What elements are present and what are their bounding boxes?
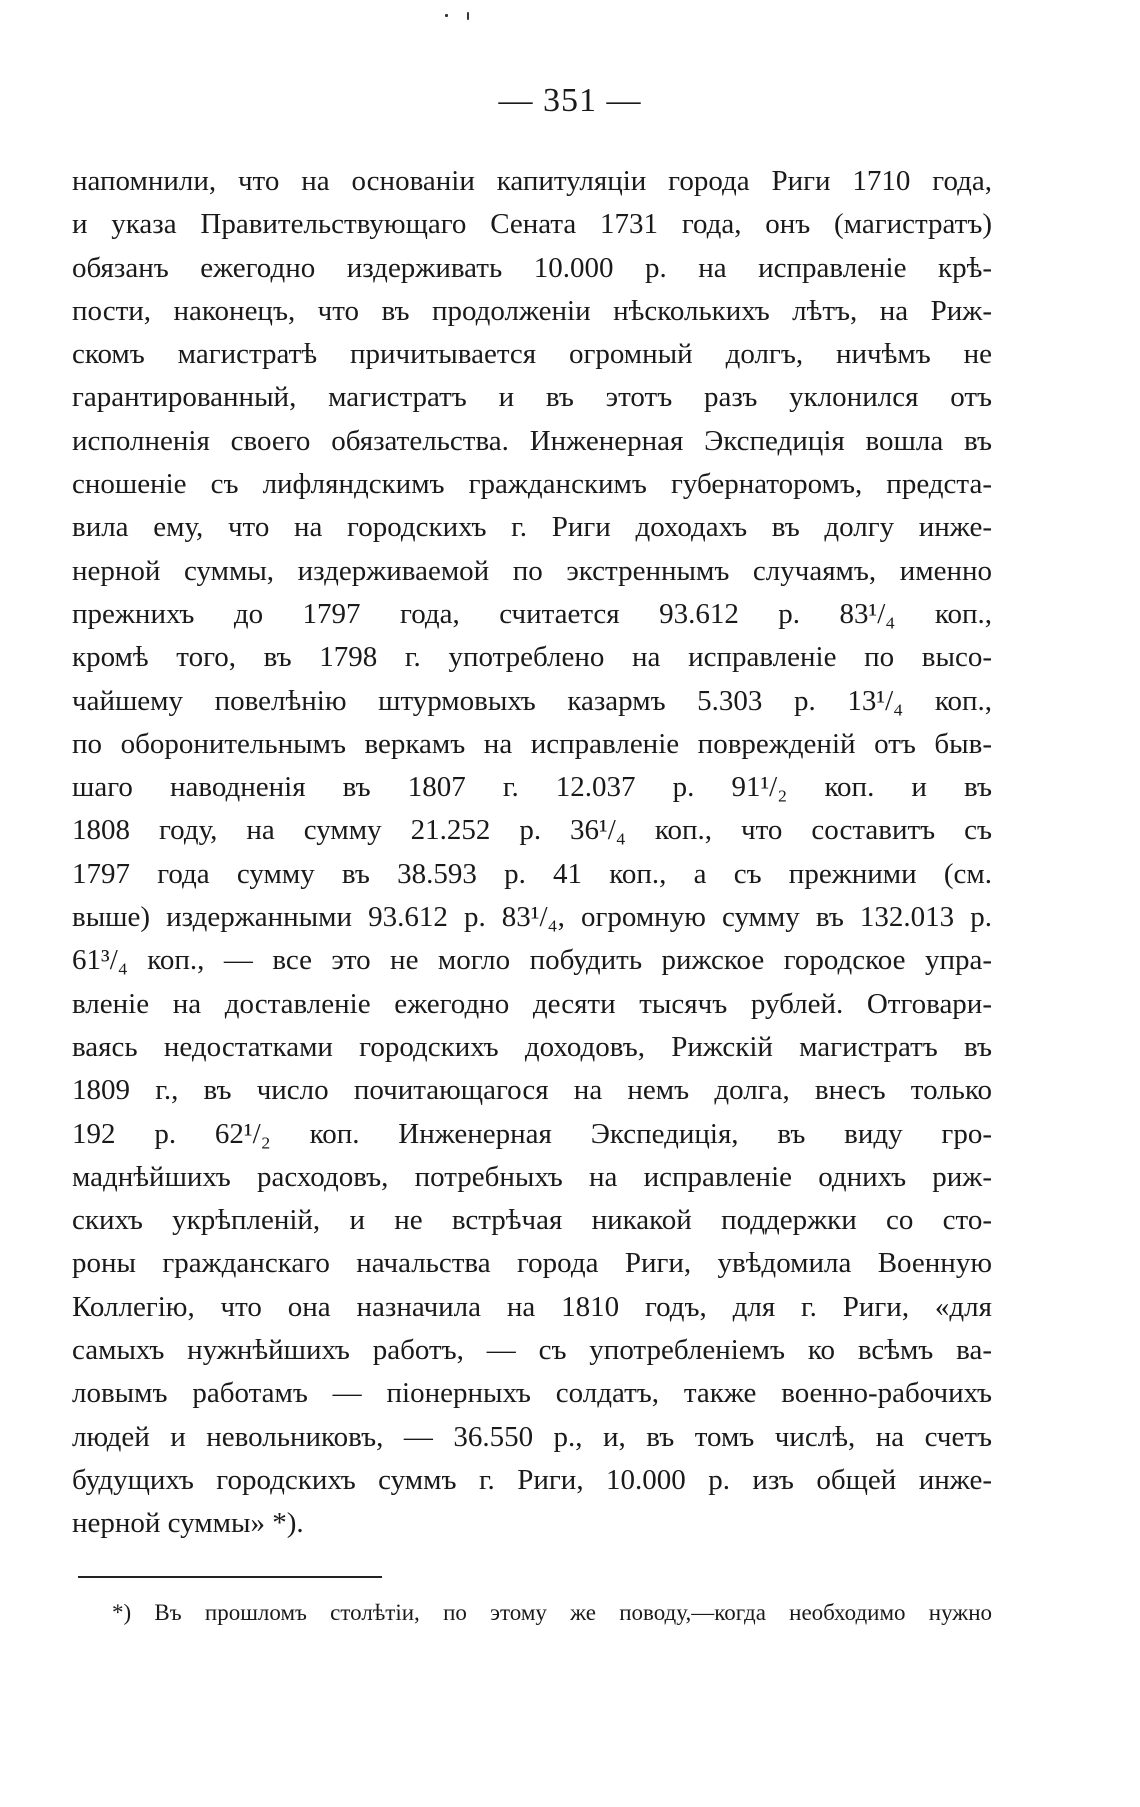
text-line: кромѣ того, въ 1798 г. употреблено на исправленiе по высо- [72,641,992,674]
text-line: по оборонительнымъ веркамъ на исправленiе поврежденiй отъ быв- [72,727,992,760]
footnote-rule [78,1576,382,1578]
text-line: нерной суммы, издерживаемой по экстреннымъ случаямъ, именно [72,554,992,587]
text-line: выше) издержанными 93.612 р. 83¹/₄, огромную сумму въ 132.013 р. [72,901,992,934]
scan-speck [445,14,448,17]
text-line: шаго наводненiя въ 1807 г. 12.037 р. 91¹/₂ коп. и въ [72,771,992,804]
text-line: скомъ магистратѣ причитывается огромный долгъ, ничѣмъ не [72,338,992,371]
text-line: будущихъ городскихъ суммъ г. Риги, 10.000 р. изъ общей инже- [72,1463,992,1496]
text-line: напомнили, что на основанiи капитуляцiи города Риги 1710 года, [72,165,992,197]
text-line: 1809 г., въ число почитающагося на немъ долга, внесъ только [72,1074,992,1107]
text-line: роны гражданскаго начальства города Риги, увѣдомила Военную [72,1247,992,1280]
scan-speck [467,12,469,20]
text-line: вленiе на доставленiе ежегодно десяти тысячъ рублей. Отговари- [72,987,992,1020]
text-line: и указа Правительствующаго Сената 1731 года, онъ (магистратъ) [72,208,992,241]
text-line: ваясь недостатками городскихъ доходовъ, Рижскiй магистратъ въ [72,1030,992,1063]
text-line: Коллегiю, что она назначила на 1810 годъ, для г. Риги, «для [72,1290,992,1323]
text-line: сношенiе съ лифляндскимъ гражданскимъ губернаторомъ, предста- [72,468,992,501]
text-line: 1808 году, на сумму 21.252 р. 36¹/₄ коп., что составитъ съ [72,814,992,847]
text-line: исполненiя своего обязательства. Инженерная Экспедицiя вошла въ [72,424,992,457]
text-line: 61³/₄ коп., — все это не могло побудить рижское городское упра- [72,944,992,977]
text-line: скихъ укрѣпленiй, и не встрѣчая никакой поддержки со сто- [72,1204,992,1237]
text-line: пости, наконецъ, что въ продолженiи нѣсколькихъ лѣтъ, на Риж- [72,294,992,327]
text-line: 192 р. 62¹/₂ коп. Инженерная Экспедицiя, въ виду гро- [72,1117,992,1150]
text-line: вила ему, что на городскихъ г. Риги доходахъ въ долгу инже- [72,511,992,544]
text-line: прежнихъ до 1797 года, считается 93.612 р. 83¹/₄ коп., [72,597,992,630]
scan-specks [445,12,475,24]
text-line: людей и невольниковъ, — 36.550 р., и, въ томъ числѣ, на счетъ [72,1420,992,1453]
body-text [72,160,992,1546]
page-number: — 351 — [498,82,642,119]
text-line: ловымъ работамъ — пiонерныхъ солдатъ, также военно-рабочихъ [72,1377,992,1410]
text-line: самыхъ нужнѣйшихъ работъ, — съ употребленiемъ ко всѣмъ ва- [72,1334,992,1367]
text-line: нерной суммы» *). [72,1507,304,1540]
text-line: гарантированный, магистратъ и въ этотъ разъ уклонился отъ [72,381,992,414]
text-line: чайшему повелѣнiю штурмовыхъ казармъ 5.303 р. 13¹/₄ коп., [72,684,992,717]
text-line: обязанъ ежегодно издерживать 10.000 р. на исправленiе крѣ- [72,251,992,284]
footnote: *) Въ прошломъ столѣтiи, по этому же поводу,—когда необходимо нужно [112,1600,992,1625]
text-line: 1797 года сумму въ 38.593 р. 41 коп., а съ прежними (см. [72,857,992,890]
text-line: маднѣйшихъ расходовъ, потребныхъ на исправленiе однихъ риж- [72,1160,992,1193]
